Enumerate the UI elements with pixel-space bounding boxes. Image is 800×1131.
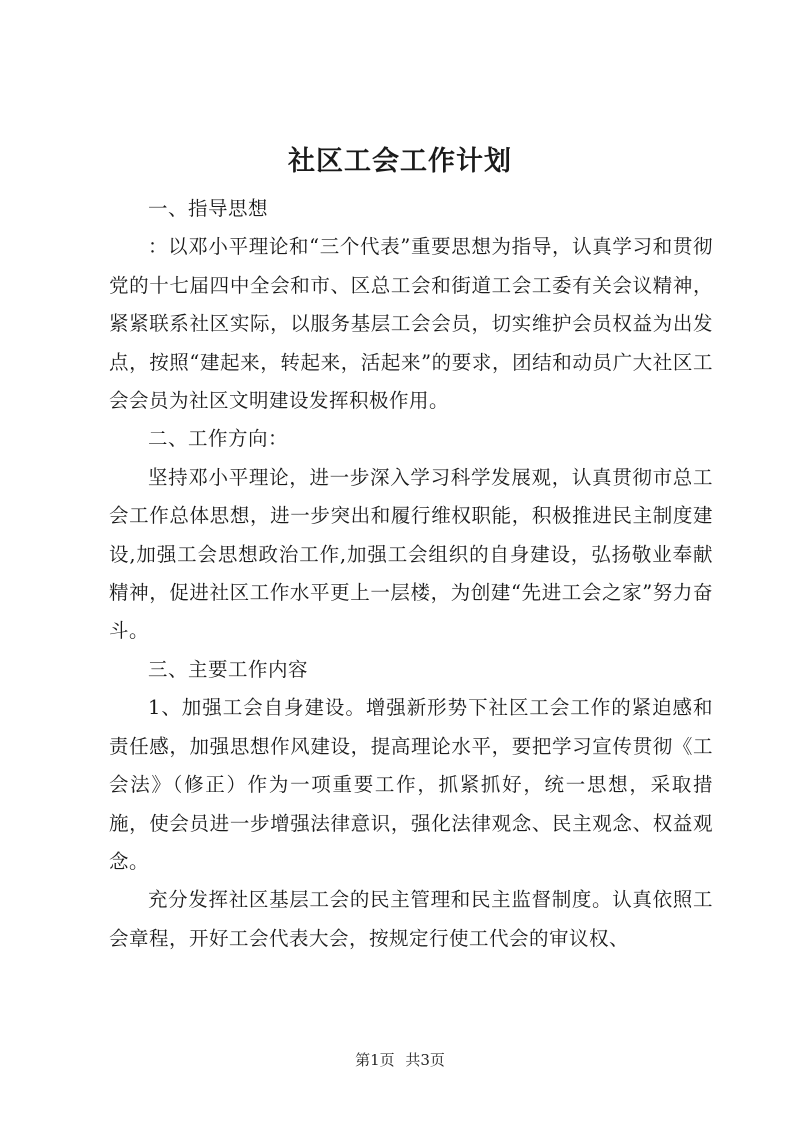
- section3-paragraph2: 充分发挥社区基层工会的民主管理和民主监督制度。认真依照工会章程，开好工会代表大会，按规定行使工代会的审议权、: [109, 888, 713, 950]
- page-number: 第1页: [355, 1051, 395, 1069]
- section1-paragraph: ：以邓小平理论和“三个代表”重要思想为指导，认真学习和贯彻党的十七届四中全会和市、区总工会和街道工会工委有关会议精神，紧紧联系社区实际，以服务基层工会会员，切实维护会员权益为出发点，按照“建起来，转起来，活起来”的要求，团结和动员广大社区工会会员为社区文明建设发挥积极作用。: [109, 235, 713, 413]
- page-total: 共3页: [405, 1051, 445, 1069]
- document-body: [109, 190, 713, 958]
- section2-paragraph: 坚持邓小平理论，进一步深入学习科学发展观，认真贯彻市总工会工作总体思想，进一步突出和履行维权职能，积极推进民主制度建设,加强工会思想政治工作,加强工会组织的自身建设，弘扬敬业奉献精神，促进社区工作水平更上一层楼，为创建“先进工会之家”努力奋斗。: [109, 465, 713, 643]
- page-footer: [0, 1050, 800, 1070]
- section3-heading: 三、主要工作内容: [148, 657, 309, 681]
- section1-heading: 一、指导思想: [148, 197, 269, 220]
- section2-heading: 二、工作方向：: [148, 427, 289, 451]
- document-title: 社区工会工作计划: [288, 146, 512, 177]
- section3-item1-paragraph: 1、加强工会自身建设。增强新形势下社区工会工作的紧迫感和责任感，加强思想作风建设，提高理论水平，要把学习宣传贯彻《工会法》（修正）作为一项重要工作，抓紧抓好，统一思想，采取措施，使会员进一步增强法律意识，强化法律观念、民主观念、权益观念。: [109, 696, 713, 873]
